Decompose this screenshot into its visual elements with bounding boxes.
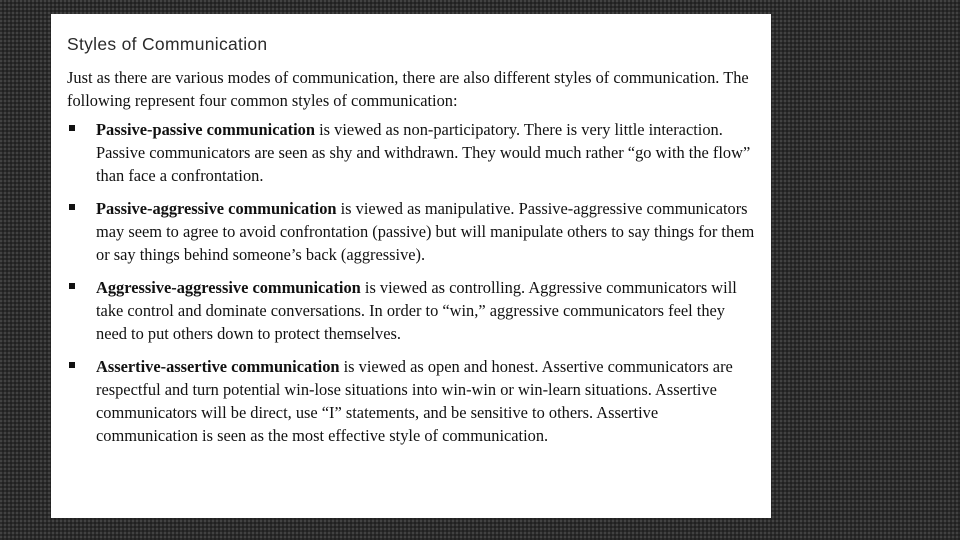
square-bullet-icon bbox=[69, 125, 75, 131]
style-description: is viewed as controlling. Aggressive communicators will take control and dominate conversations. In order to “win,” aggressive communicators feel they need to put others down to protect themselves. bbox=[96, 278, 737, 343]
list-item-assertive-assertive bbox=[67, 355, 757, 447]
list-item-passive-aggressive bbox=[67, 197, 757, 266]
style-description: is viewed as non-participatory. There is very little interaction. Passive communicators are seen as shy and withdrawn. They would much rather “go with the flow” than face a confrontation. bbox=[96, 120, 751, 185]
style-description: is viewed as manipulative. Passive-aggressive communicators may seem to agree to avoid confrontation (passive) but will manipulate others to say things for them or say things behind someone’s back (aggressive). bbox=[96, 199, 755, 264]
style-term: Assertive-assertive communication bbox=[96, 357, 340, 376]
intro-paragraph: Just as there are various modes of communication, there are also different styles of communication. The following represent four common styles of communication: bbox=[67, 68, 749, 110]
square-bullet-icon bbox=[69, 204, 75, 210]
list-item-aggressive-aggressive bbox=[67, 276, 757, 345]
style-term: Aggressive-aggressive communication bbox=[96, 278, 361, 297]
document-title: Styles of Communication bbox=[67, 34, 268, 54]
list-item-passive-passive bbox=[67, 118, 757, 187]
style-term: Passive-passive communication bbox=[96, 120, 315, 139]
square-bullet-icon bbox=[69, 283, 75, 289]
communication-styles-list bbox=[67, 118, 757, 447]
document-image bbox=[51, 14, 771, 518]
style-description: is viewed as open and honest. Assertive communicators are respectful and turn potential win-lose situations into win-win or win-learn situations. Assertive communicators will be direct, use “I” statements, and be sensitive to others. Assertive communication is seen as the most effective style of communication. bbox=[96, 357, 733, 445]
style-term: Passive-aggressive communication bbox=[96, 199, 337, 218]
square-bullet-icon bbox=[69, 362, 75, 368]
